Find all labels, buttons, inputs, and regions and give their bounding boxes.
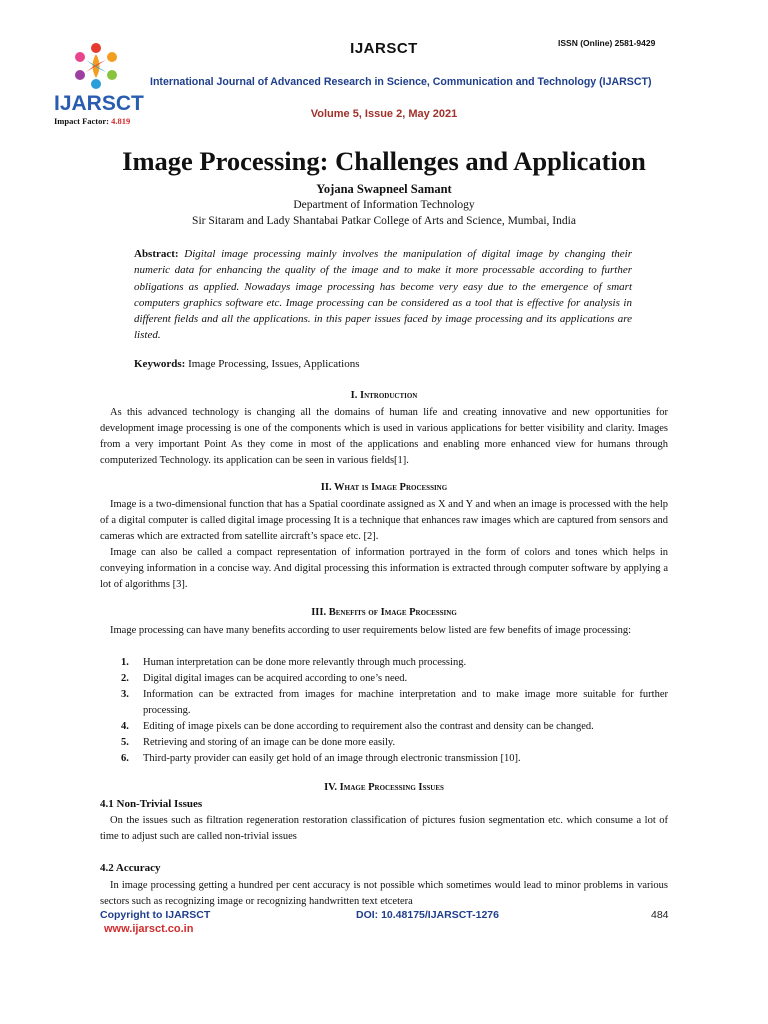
list-item: 1. Human interpretation can be done more relevantly through much processing. bbox=[121, 657, 467, 668]
affiliation: Sir Sitaram and Lady Shantabai Patkar College of Arts and Science, Mumbai, India bbox=[192, 215, 576, 227]
section-heading-introduction: I. Introduction bbox=[350, 390, 418, 401]
volume-issue: Volume 5, Issue 2, May 2021 bbox=[310, 108, 458, 120]
journal-short-name: IJARSCT bbox=[350, 40, 418, 57]
department: Department of Information Technology bbox=[293, 199, 475, 211]
introduction-paragraph: As this advanced technology is changing all the domains of human life and creating innovative and new opportunities for development image processing is one of the components which is used in various applications for better visibility and clarity. Images from a very important Point As they come in most of the applications and enabling more enhanced view for humans through computerized Technology. its application can be seen in various fields[1]. bbox=[100, 407, 668, 466]
keywords bbox=[134, 358, 359, 370]
copyright: Copyright to IJARSCT bbox=[100, 909, 211, 921]
abstract-label: Abstract: bbox=[134, 248, 179, 260]
benefits-intro-paragraph: Image processing can have many benefits according to user requirements below listed are few benefits of image processing: bbox=[110, 625, 632, 636]
page-number: 484 bbox=[651, 909, 669, 921]
doi-link[interactable]: DOI: 10.48175/IJARSCT-1276 bbox=[356, 909, 499, 921]
paper-title: Image Processing: Challenges and Application bbox=[122, 146, 646, 176]
logo-wordmark: IJARSCT bbox=[54, 92, 144, 115]
list-item: 2. Digital digital images can be acquired according to one’s need. bbox=[121, 673, 408, 684]
list-item: 3. Information can be extracted from images for machine interpretation and to make image more suitable for further processing. bbox=[121, 689, 668, 716]
author-name: Yojana Swapneel Samant bbox=[316, 182, 452, 196]
section-heading-benefits: III. Benefits of Image Processing bbox=[311, 607, 457, 618]
journal-full-name: International Journal of Advanced Research in Science, Communication and Technology (IJARSCT) bbox=[150, 76, 652, 88]
section-heading-issues: IV. Image Processing Issues bbox=[324, 782, 444, 793]
subsection-heading-non-trivial: 4.1 Non-Trivial Issues bbox=[100, 798, 203, 810]
keywords-text: Image Processing, Issues, Applications bbox=[188, 358, 360, 370]
accuracy-paragraph: In image processing getting a hundred per cent accuracy is not possible which sometimes would lead to minor problems in various sectors such as recognizing image or recognizing handwritten text etcetera bbox=[100, 880, 668, 907]
impact-label: Impact Factor: bbox=[54, 116, 109, 126]
list-item: 5. Retrieving and storing of an image can be done more easily. bbox=[121, 737, 396, 748]
list-item: 4. Editing of image pixels can be done according to requirement also the contrast and density can be changed. bbox=[121, 721, 594, 732]
what-paragraph-1: Image is a two-dimensional function that has a Spatial coordinate assigned as X and Y and when an image is processed with the help of a digital computer is called digital image processing It is a technique that enhances raw images which are captured from sensors and cameras which are extracted from satellite aircraft’s space etc. [2]. bbox=[100, 499, 668, 542]
list-item: 6. Third-party provider can easily get hold of an image through electronic transmission [10]. bbox=[121, 753, 521, 764]
website-link[interactable]: www.ijarsct.co.in bbox=[104, 923, 194, 935]
benefits-list bbox=[100, 655, 668, 767]
abstract-text: Digital image processing mainly involves the manipulation of digital image by changing their numeric data for enhancing the quality of the image and to make it more processable according to further obligations as applied. Nowadays image processing has become very easy due to the emergence of smart computers graphics software etc. Image processing can be considered as a tool that is effective for analysis in different fields and all the applications. in this paper issues faced by image processing and its applications are listed. bbox=[134, 248, 632, 342]
what-paragraph-2: Image can also be called a compact representation of information portrayed in the form of colors and tones which helps in conveying information in a concise way. And digital processing this information is extracted through computer software by applying a lot of algorithms [3]. bbox=[100, 547, 668, 590]
issn: ISSN (Online) 2581-9429 bbox=[558, 38, 656, 48]
impact-value: 4.819 bbox=[111, 116, 131, 126]
abstract bbox=[134, 246, 632, 344]
non-trivial-paragraph: On the issues such as filtration regeneration restoration classification of pictures fusion segmentation etc. which consume a lot of time to adjust such are called non-trivial issues bbox=[100, 815, 668, 842]
section-heading-what-is-image-processing: II. What is Image Processing bbox=[320, 482, 448, 493]
keywords-label: Keywords: bbox=[134, 358, 186, 370]
subsection-heading-accuracy: 4.2 Accuracy bbox=[100, 862, 161, 874]
impact-factor bbox=[54, 116, 130, 126]
